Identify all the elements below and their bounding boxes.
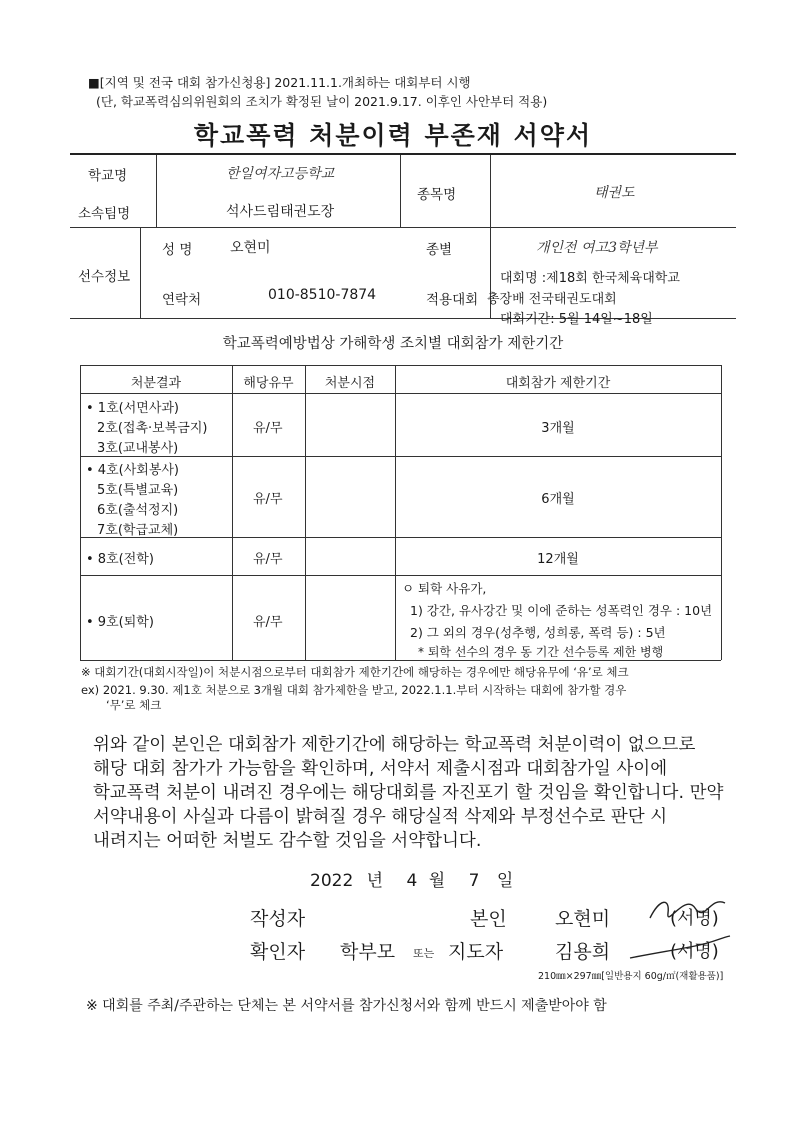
- period-value: 12개월: [537, 552, 579, 567]
- yn-mark: 유/무: [253, 421, 283, 436]
- name-label: 성 명: [162, 242, 193, 258]
- yn-mark: 유/무: [253, 492, 283, 507]
- info-col-line: [156, 155, 157, 227]
- category-value: 개인전 여고3학년부: [536, 240, 658, 256]
- applied-label: 적용대회: [426, 292, 479, 308]
- document-title: 학교폭력 처분이력 부존재 서약서: [193, 121, 593, 150]
- confirm-label: 확인자: [250, 941, 306, 963]
- footnote: ※ 대회기간(대회시작일)이 처분시점으로부터 대회참가 제한기간에 해당하는 경우에만 해당유무에 ‘유’로 체크: [81, 665, 629, 679]
- coach-signature: (서명): [670, 941, 719, 962]
- table-header-result: 처분결과: [130, 376, 182, 391]
- info-col-line: [140, 227, 141, 318]
- athlete-label: 선수정보: [78, 269, 131, 285]
- team-value: 석사드림태권도장: [226, 204, 335, 220]
- footer-note: ※ 대회를 주최/주관하는 단체는 본 서약서를 참가신청서와 함께 반드시 제출받아야 함: [86, 998, 607, 1014]
- footnote-example: ex) 2021. 9.30. 제1호 처분으로 3개월 대회 참가제한을 받고, 2022.1.1.부터 시작하는 대회에 참가할 경우: [81, 683, 627, 697]
- author-signature: (서명): [670, 908, 719, 929]
- table-row-border: [80, 456, 721, 457]
- applied-line-2: 총장배 전국태권도대회: [487, 292, 617, 307]
- info-col-line: [400, 155, 401, 227]
- notice-line-2: (단, 학교폭력심의위원회의 조치가 확정된 날이 2021.9.17. 이후인 사안부터 적용): [96, 94, 548, 109]
- category-label: 종별: [426, 242, 453, 258]
- info-divider: [70, 227, 736, 228]
- handwritten-signature-2: [625, 928, 735, 968]
- footnote-example-end: ‘무’로 체크: [106, 698, 162, 712]
- coach-name: 김용희: [555, 941, 611, 963]
- table-row-item: 6호(출석정지): [97, 503, 179, 518]
- contact-label: 연락처: [162, 292, 202, 308]
- date-line: [310, 866, 513, 891]
- table-row-border: [80, 575, 721, 576]
- info-top-border: [70, 153, 736, 155]
- team-label: 소속팀명: [78, 206, 131, 222]
- applied-line-3: 대회기간: 5월 14일~18일: [500, 312, 653, 327]
- table-row-item: 5호(특별교육): [97, 483, 179, 498]
- date-year-unit: 년: [366, 871, 384, 891]
- table-bottom-border: [80, 660, 721, 661]
- table-header-period: 대회참가 제한기간: [505, 376, 611, 391]
- period-value: 3개월: [541, 421, 575, 436]
- table-row-item: 2호(접촉·보복금지): [97, 421, 208, 436]
- yn-mark: 유/무: [253, 552, 283, 567]
- table-row-item: 7호(학급교체): [97, 523, 179, 538]
- period-line: 1) 강간, 유사강간 및 이에 준하는 성폭력인 경우 : 10년: [410, 603, 713, 618]
- table-row-item: • 1호(서면사과): [86, 401, 180, 416]
- event-label: 종목명: [417, 187, 457, 203]
- table-row-item: • 4호(사회봉사): [86, 463, 180, 478]
- author-name: 오현미: [555, 908, 611, 930]
- table-col-line: [80, 365, 81, 660]
- period-line: ㅇ 퇴학 사유가,: [402, 581, 487, 596]
- pledge-text: 위와 같이 본인은 대회참가 제한기간에 해당하는 학교폭력 처분이력이 없으므로 해당 대회 참가가 가능함을 확인하며, 서약서 제출시점과 대회참가일 사이에 학교폭력 처분이 내려진 경우에는 해당대회를 자진포기 할 것임을 확인합니다. 만약 서약내용이 사실과 다름이 밝혀질 경우 해당실적 삭제와 부정선수로 판단 시 내려지는 어떠한 처벌도 감수할 것임을 서약합니다.: [93, 735, 724, 851]
- table-header-applicable: 해당유무: [243, 376, 294, 391]
- date-month-unit: 월: [428, 871, 446, 891]
- parent-label: 학부모: [340, 941, 396, 963]
- date-day: 7: [468, 871, 480, 891]
- table-col-line: [232, 365, 233, 660]
- table-top-border: [80, 365, 721, 366]
- event-value: 태권도: [594, 185, 635, 201]
- author-label: 작성자: [250, 908, 306, 930]
- date-month: 4: [406, 871, 418, 891]
- period-line: 2) 그 외의 경우(성추행, 성희롱, 폭력 등) : 5년: [410, 625, 666, 640]
- period-line: * 퇴학 선수의 경우 동 기간 선수등록 제한 병행: [418, 645, 664, 659]
- info-col-line: [490, 155, 491, 227]
- handwritten-signature-1: [640, 888, 730, 928]
- or-label: 또는: [413, 947, 435, 960]
- name-value: 오현미: [230, 240, 271, 256]
- table-row-item: • 9호(퇴학): [86, 615, 154, 630]
- table-row-item: 3호(교내봉사): [97, 441, 179, 456]
- table-col-line: [395, 365, 396, 660]
- table-header-time: 처분시점: [324, 376, 376, 391]
- table-col-line: [305, 365, 306, 660]
- date-year: 2022: [310, 871, 354, 891]
- yn-mark: 유/무: [253, 615, 283, 630]
- coach-label: 지도자: [448, 941, 504, 963]
- notice-line-1: ■[지역 및 전국 대회 참가신청용] 2021.11.1.개최하는 대회부터 시행: [88, 75, 471, 90]
- school-value: 한일여자고등학교: [226, 166, 335, 182]
- applied-line-1: 대회명 :제18회 한국체육대학교: [500, 271, 680, 286]
- section-title: 학교폭력예방법상 가해학생 조치별 대회참가 제한기간: [222, 336, 564, 352]
- school-label: 학교명: [88, 168, 128, 184]
- table-row-item: • 8호(전학): [86, 552, 154, 567]
- self-label: 본인: [470, 908, 507, 930]
- table-col-line: [721, 365, 722, 660]
- paper-spec: 210㎜×297㎜[일반용지 60g/㎡(재활용품)]: [538, 971, 724, 982]
- date-day-unit: 일: [496, 871, 514, 891]
- contact-value: 010-8510-7874: [268, 287, 377, 303]
- table-header-border: [80, 393, 721, 394]
- period-value: 6개월: [541, 492, 575, 507]
